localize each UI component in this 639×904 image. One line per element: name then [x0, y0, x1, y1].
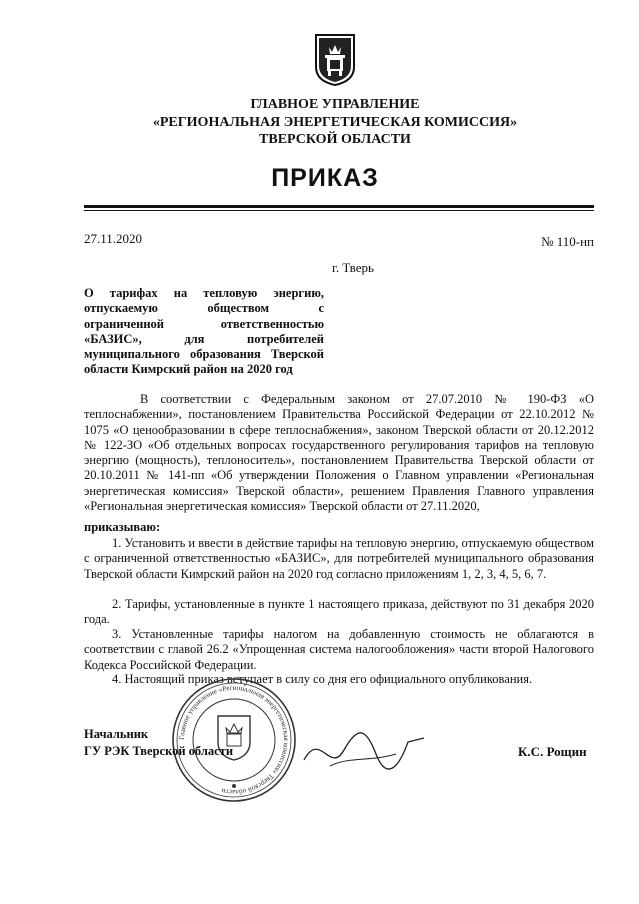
- order-item: 2. Тарифы, установленные в пункте 1 настоящего приказа, действуют по 31 декабря 2020 года.: [84, 597, 594, 627]
- handwritten-signature: [300, 720, 430, 780]
- document-subject: [84, 286, 324, 378]
- order-item: 1. Установить и ввести в действие тарифы на тепловую энергию, отпускаемую обществом с ограниченной ответственностью «БАЗИС», для потребителей муниципального образования Тверской области Кимрский район на 2020 год согласно приложениям 1, 2, 3, 4, 5, 6, 7.: [84, 536, 594, 581]
- signatory-title-line: ГУ РЭК Тверской области: [84, 744, 234, 758]
- coat-of-arms-emblem: [314, 33, 356, 87]
- org-name-line2: «РЕГИОНАЛЬНАЯ ЭНЕРГЕТИЧЕСКАЯ КОМИССИЯ»: [152, 115, 518, 130]
- subject-line: ограниченной ответственностью: [84, 316, 324, 331]
- header-divider: [84, 205, 594, 208]
- document-city: г. Тверь: [332, 260, 374, 275]
- subject-line: муниципального образования Тверской: [84, 347, 324, 362]
- subject-line: «БАЗИС», для потребителей: [84, 331, 324, 346]
- subject-line: области Кимрский район на 2020 год: [84, 362, 293, 377]
- document-date: 27.11.2020: [84, 231, 143, 246]
- order-item: 3. Установленные тарифы налогом на добавленную стоимость не облагаются в соответствии с главой 26.2 «Упрощенная система налогообложения» части второй Налогового Кодекса Российской Федерации.: [84, 627, 594, 672]
- signatory-name: К.С. Рощин: [518, 744, 587, 759]
- subject-line: отпускаемую обществом с: [84, 301, 324, 316]
- org-name-line3: ТВЕРСКОЙ ОБЛАСТИ: [259, 132, 411, 147]
- org-name-line1: ГЛАВНОЕ УПРАВЛЕНИЕ: [250, 97, 420, 112]
- signatory-title-line: Начальник: [84, 727, 149, 741]
- subject-line: О тарифах на тепловую энергию,: [84, 286, 324, 300]
- stamp-text: Главное управление «Региональная энергетическая комиссия» Тверской области: [177, 683, 291, 797]
- order-word: приказываю:: [84, 520, 161, 534]
- order-item: 4. Настоящий приказ вступает в силу со дня его официального опубликования.: [112, 672, 533, 686]
- header-divider-thin: [84, 210, 594, 211]
- document-title: ПРИКАЗ: [271, 164, 379, 192]
- signatory-title: [84, 726, 233, 760]
- document-number: № 110-нп: [541, 234, 594, 249]
- preamble-paragraph: В соответствии с Федеральным законом от 27.07.2010 № 190-ФЗ «О теплоснабжении», постановлением Правительства Российской Федерации от 22.10.2012 № 1075 «О ценообразовании в сфере теплоснабжения», законом Тверской области от 20.12.2012 № 122-ЗО «Об отдельных вопросах государственного регулирования тарифов на тепловую энергию (мощность), теплоноситель», постановлением Правительства Тверской области от 20.10.2011 № 141-пп «Об утверждении Положения о Главном управлении «Региональная энергетическая комиссия» Тверской области», решением Правления Главного управления «Региональная энергетическая комиссия» Тверской области от 27.11.2020,: [84, 392, 594, 514]
